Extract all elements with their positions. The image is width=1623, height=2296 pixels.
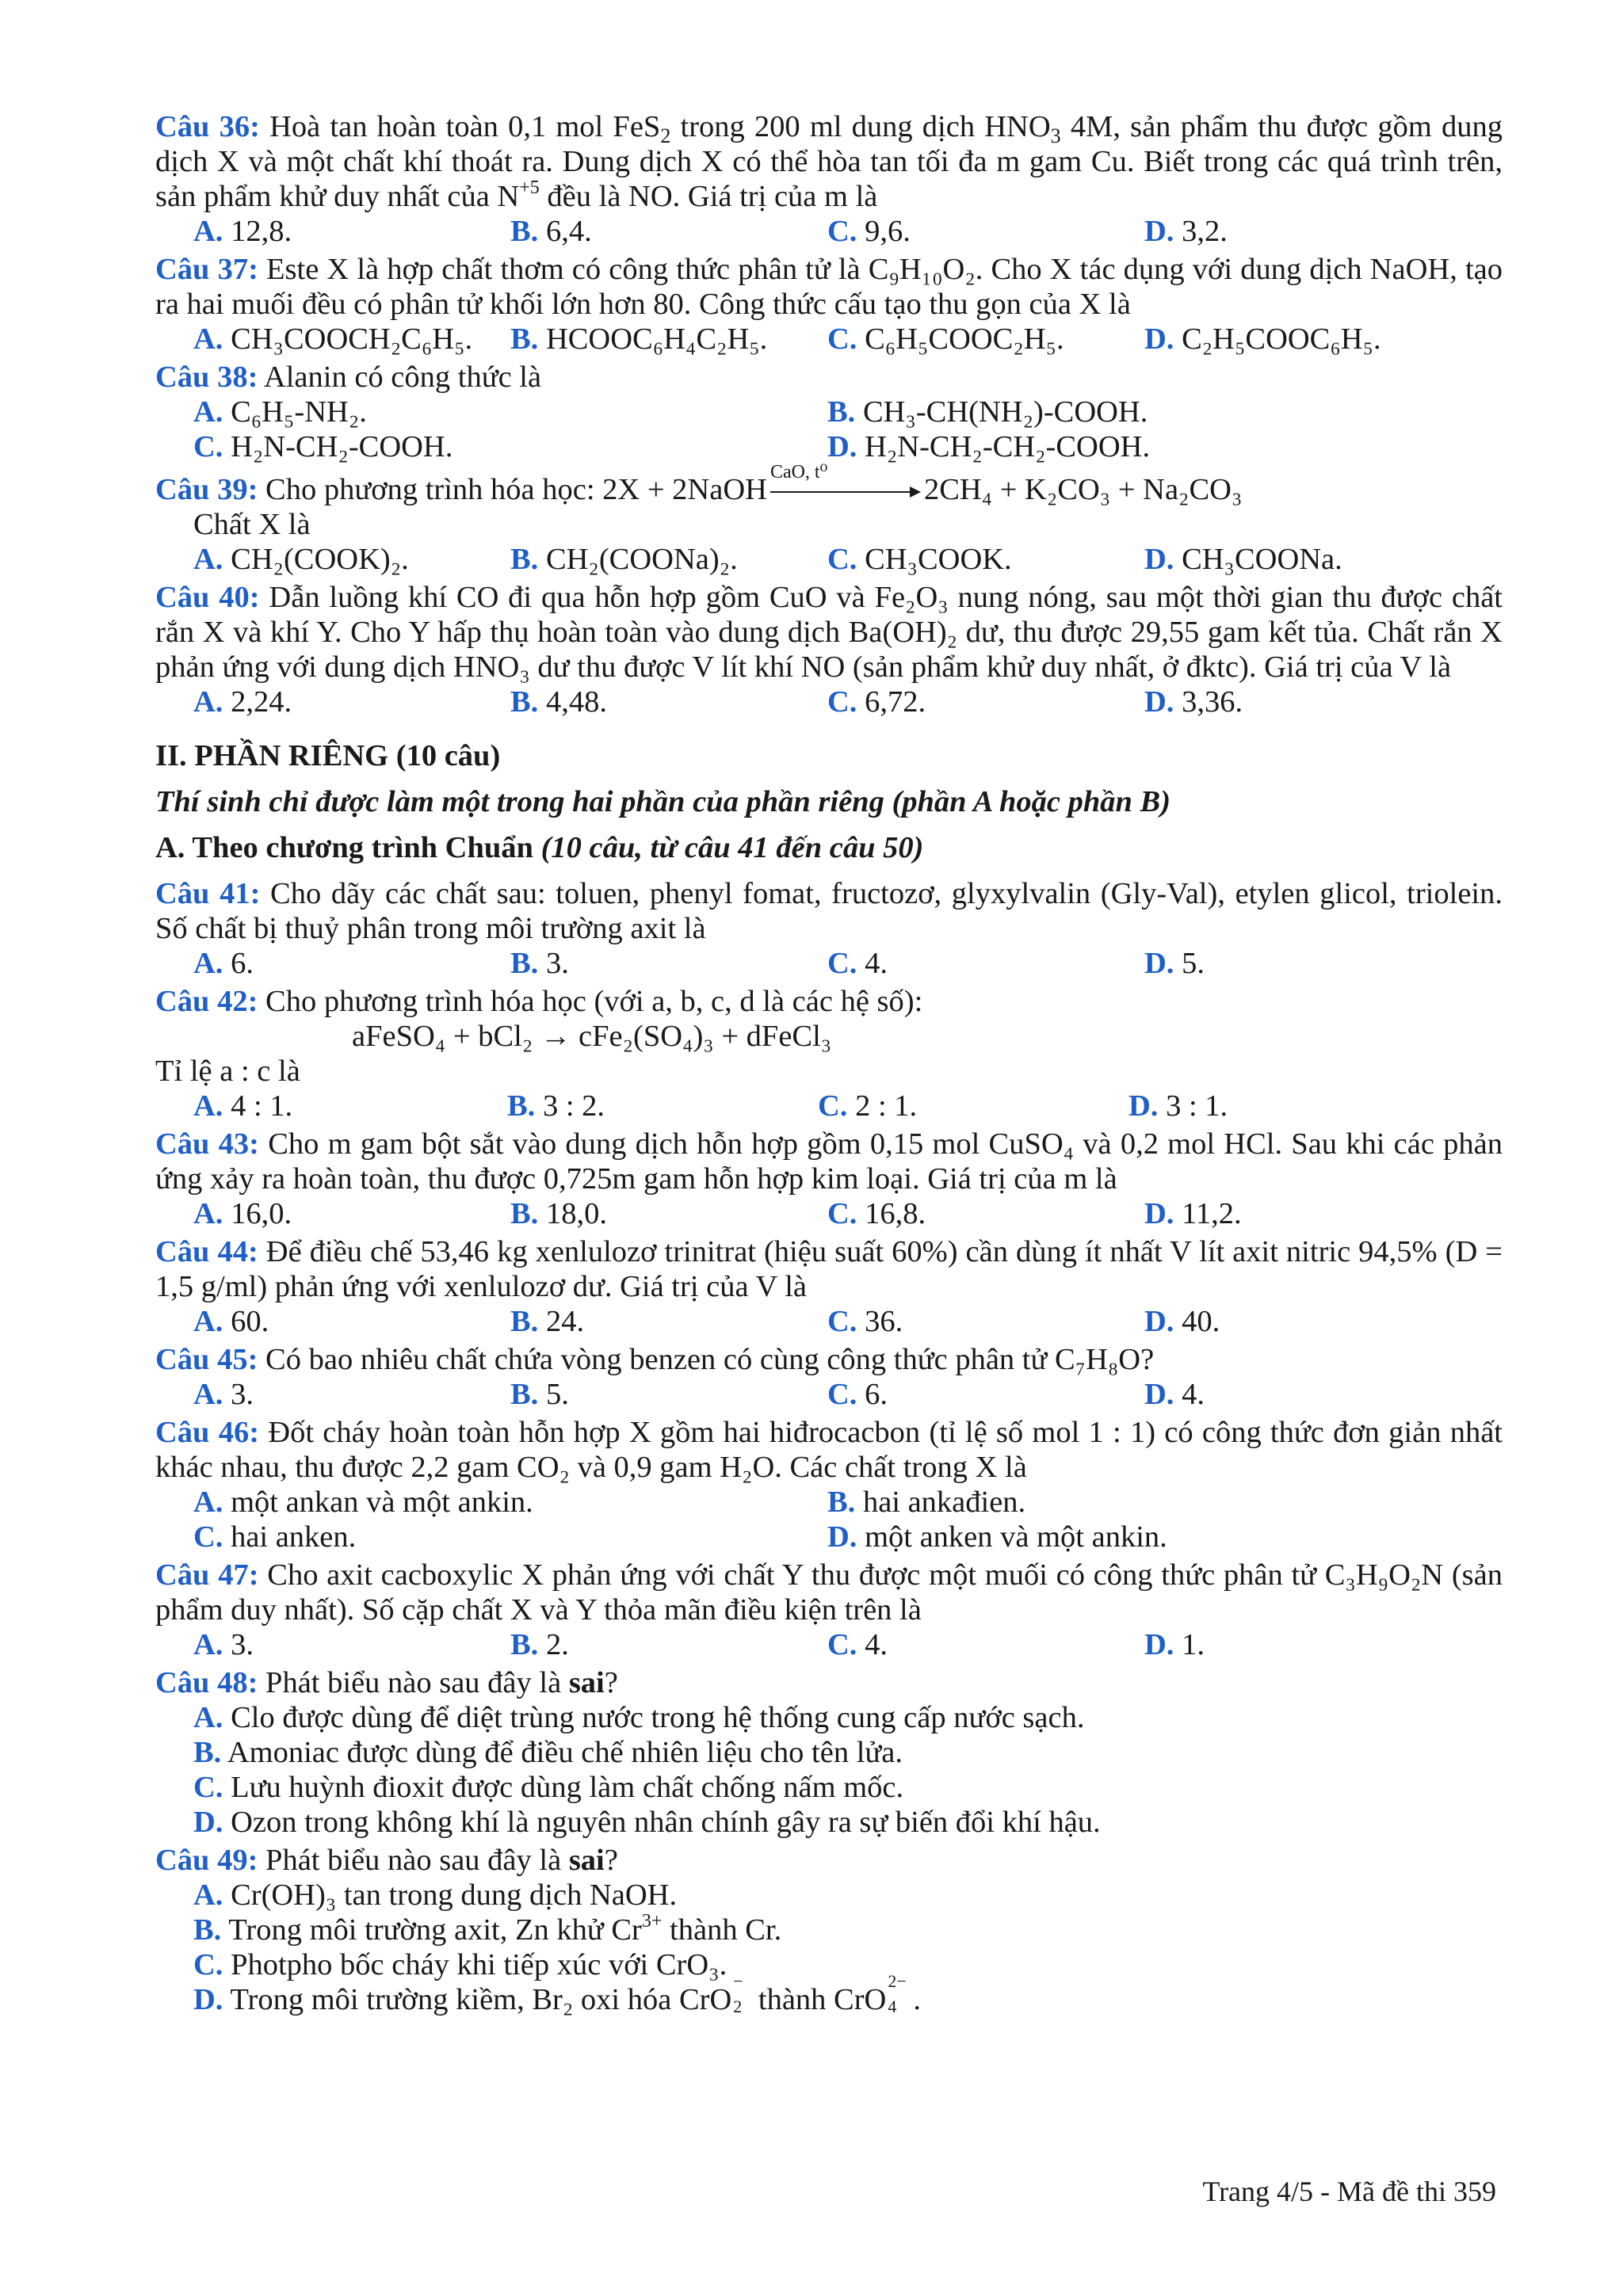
option-label: D.: [827, 430, 857, 463]
option-text: 3 : 2.: [542, 1089, 605, 1123]
question-48: [155, 1665, 1503, 1840]
question-text: trong 200 ml dung dịch HNO: [670, 110, 1051, 143]
option-label: D.: [1144, 1628, 1174, 1661]
option-d[interactable]: [1144, 322, 1461, 357]
question-text: Cho m gam bột sắt vào dung dịch hỗn hợp gồm 0,15 mol CuSO₄ và 0,2 mol HCl. Sau khi các phản ứng xảy ra hoàn toàn, thu được 0,725m gam hỗn hợp kim loại. Giá trị của m là: [155, 1127, 1503, 1196]
option-text: CH₃COONa.: [1182, 543, 1342, 576]
question-36-options: [155, 214, 1503, 249]
question-47: [155, 1558, 1503, 1662]
option-label: C.: [827, 215, 857, 248]
option-label: C.: [193, 1771, 223, 1804]
question-text: Để điều chế 53,46 kg xenlulozơ trinitrat (hiệu suất 60%) cần dùng ít nhất V lít axit nitric 94,5% (D = 1,5 g/ml) phản ứng với xenlulozơ dư. Giá trị của V là: [155, 1235, 1503, 1303]
option-c[interactable]: [827, 685, 1144, 719]
question-text: ?: [604, 1666, 618, 1699]
option-label: A.: [193, 1197, 223, 1230]
question-text: Alanin có công thức là: [258, 360, 542, 394]
question-36: [155, 109, 1503, 249]
option-text: 4.: [1182, 1378, 1205, 1411]
question-38: [155, 360, 1503, 464]
option-a[interactable]: [193, 1089, 507, 1123]
option-label: D.: [1144, 543, 1174, 576]
question-44-title: Câu 44:: [155, 1235, 258, 1268]
option-label: C.: [827, 322, 857, 356]
question-46-options-row1: [155, 1485, 1503, 1520]
option-text: 3.: [231, 1378, 254, 1411]
option-c[interactable]: [827, 1196, 1144, 1231]
option-text: 6,4.: [545, 215, 592, 248]
option-label: B.: [510, 1378, 539, 1411]
option-label: A.: [193, 685, 223, 719]
option-text: 60.: [231, 1305, 269, 1338]
option-label: C.: [193, 1520, 223, 1554]
option-c[interactable]: [827, 542, 1144, 577]
option-text: CH₂(COOK)₂.: [231, 543, 409, 576]
question-41-options: [155, 946, 1503, 981]
option-a[interactable]: [155, 1700, 1503, 1735]
option-text: 16,8.: [865, 1197, 926, 1230]
question-37-title: Câu 37:: [155, 253, 258, 286]
question-49-stem: [155, 1843, 1503, 1878]
option-text: C₂H₅COOC₆H₅.: [1182, 322, 1381, 356]
question-36-title: Câu 36:: [155, 110, 260, 143]
question-38-title: Câu 38:: [155, 360, 258, 394]
emphasis-word: sai: [568, 1666, 605, 1699]
option-label: D.: [1128, 1089, 1159, 1123]
question-text: Phát biểu nào sau đây là: [258, 1844, 569, 1877]
option-text: 2 : 1.: [855, 1089, 918, 1123]
emphasis-word: sai: [568, 1844, 605, 1877]
option-c[interactable]: [818, 1089, 1128, 1123]
option-c[interactable]: [827, 1304, 1144, 1339]
option-text: thành Cr.: [662, 1913, 782, 1947]
question-44-stem: [155, 1234, 1503, 1304]
option-b[interactable]: [510, 685, 827, 719]
reaction-arrow-icon: [769, 462, 921, 502]
nitrogen-symbol: N: [497, 180, 520, 213]
option-text: H₂N-CH₂-CH₂-COOH.: [865, 430, 1151, 463]
option-text: Amoniac được dùng để điều chế nhiên liệu cho tên lửa.: [227, 1736, 903, 1769]
option-c[interactable]: [827, 1377, 1144, 1412]
question-45-title: Câu 45:: [155, 1343, 258, 1376]
option-text: 36.: [865, 1305, 903, 1338]
option-d[interactable]: [827, 429, 1461, 464]
option-label: A.: [193, 1378, 223, 1411]
question-40-stem: [155, 580, 1503, 685]
option-c[interactable]: [193, 429, 827, 464]
option-text: Cr(OH)₃ tan trong dung dịch NaOH.: [231, 1878, 678, 1912]
question-38-stem: [155, 360, 1503, 395]
option-text: Photpho bốc cháy khi tiếp xúc với CrO₃.: [231, 1948, 727, 1981]
option-d[interactable]: [1144, 946, 1461, 981]
option-label: D.: [827, 1520, 857, 1554]
option-label: B.: [510, 685, 539, 719]
question-46-stem: [155, 1415, 1503, 1485]
option-text: 5.: [1182, 947, 1205, 980]
option-text: 40.: [1182, 1305, 1220, 1338]
option-d[interactable]: [1144, 1377, 1461, 1412]
option-text: một ankan và một ankin.: [231, 1486, 533, 1519]
option-d[interactable]: [1144, 1627, 1461, 1662]
question-42-title: Câu 42:: [155, 985, 258, 1018]
option-b[interactable]: [510, 1627, 827, 1662]
option-b[interactable]: [827, 395, 1461, 429]
option-b[interactable]: [510, 1377, 827, 1412]
option-label: D.: [1144, 685, 1174, 719]
option-label: A.: [193, 1878, 223, 1912]
option-c[interactable]: [827, 214, 1144, 249]
option-text: Lưu huỳnh đioxit được dùng làm chất chống nấm mốc.: [231, 1771, 904, 1804]
question-39-line2: Chất X là: [193, 508, 311, 541]
question-text: Cho axit cacboxylic X phản ứng với chất Y thu được một muối có công thức phân tử C₃H₉O₂N (sản phẩm duy nhất). Số cặp chất X và Y thỏa mãn điều kiện trên là: [155, 1558, 1503, 1627]
question-48-title: Câu 48:: [155, 1666, 258, 1699]
question-39: [155, 462, 1503, 577]
question-49: [155, 1843, 1503, 2017]
question-45: [155, 1342, 1503, 1412]
question-43: [155, 1127, 1503, 1231]
question-text: Hoà tan hoàn toàn 0,1 mol FeS: [259, 110, 661, 143]
option-text: hai anken.: [231, 1520, 357, 1554]
question-37-options: [155, 322, 1503, 357]
option-c[interactable]: [155, 1947, 1503, 1982]
option-label: A.: [193, 215, 223, 248]
exam-page: [155, 109, 1503, 2020]
option-a[interactable]: [193, 685, 510, 719]
option-label: B.: [193, 1913, 222, 1947]
option-label: B.: [193, 1736, 222, 1769]
question-text: Cho dãy các chất sau: toluen, phenyl fomat, fructozơ, glyxylvalin (Gly-Val), etylen glicol, triolein. Số chất bị thuỷ phân trong môi trường axit là: [155, 877, 1503, 945]
option-label: A.: [193, 1486, 223, 1519]
option-label: A.: [193, 1089, 223, 1123]
option-a[interactable]: [193, 1485, 827, 1520]
option-label: A.: [193, 543, 223, 576]
option-label: B.: [510, 1305, 539, 1338]
option-text: 6.: [231, 947, 254, 980]
option-text: 5.: [545, 1378, 569, 1411]
option-label: B.: [510, 1197, 539, 1230]
question-text: Đốt cháy hoàn toàn hỗn hợp X gồm hai hiđrocacbon (tỉ lệ số mol 1 : 1) có công thức đơn giản nhất khác nhau, thu được 2,2 gam CO₂ và 0,9 gam H₂O. Các chất trong X là: [155, 1416, 1503, 1484]
option-label: D.: [1144, 1197, 1174, 1230]
option-c[interactable]: [193, 1520, 827, 1554]
ion-charge: −: [733, 1971, 743, 1991]
question-42-stem: [155, 984, 1503, 1019]
option-c[interactable]: [827, 322, 1144, 357]
option-label: B.: [510, 322, 539, 356]
question-42-equation: aFeSO₄ + bCl₂ → cFe₂(SO₄)₃ + dFeCl₃: [352, 1020, 832, 1053]
option-a[interactable]: [193, 395, 827, 429]
question-39-title: Câu 39:: [155, 473, 258, 506]
option-d[interactable]: [1128, 1089, 1445, 1123]
part-a-title: [155, 830, 1503, 865]
question-43-title: Câu 43:: [155, 1127, 259, 1161]
option-text: CH₂(COONa)₂.: [545, 543, 738, 576]
option-label: B.: [827, 1486, 856, 1519]
section-title: II. PHẦN RIÊNG (10 câu): [155, 739, 501, 772]
option-text: CH₃COOK.: [865, 543, 1012, 576]
option-text: Trong môi trường axit, Zn khử Cr: [228, 1913, 642, 1947]
option-text: C₆H₅COOC₂H₅.: [865, 322, 1064, 356]
option-a[interactable]: [193, 1627, 510, 1662]
reaction-condition: CaO, t⁰: [769, 462, 828, 483]
option-b[interactable]: [510, 1196, 827, 1231]
question-text: Có bao nhiêu chất chứa vòng benzen có cùng công thức phân tử C₇H₈O?: [258, 1343, 1155, 1376]
option-text: 24.: [545, 1305, 585, 1338]
ion-charge: 3+: [641, 1911, 663, 1932]
question-36-stem: Câu 36: Hoà tan hoàn toàn 0,1 mol FeS$_2$ trong 200 ml dung dịch $HNO_3$ 4M, sản phẩm thu được gồm dung dịch X và một chất khí thoát ra. Dung dịch X có thể hòa tan tối đa m gam Cu. Biết trong các quá trình trên, sản phẩm khử duy nhất của $N^{+5}$ đều là NO. Giá trị của m là: [155, 110, 1503, 213]
option-text: 3.: [231, 1628, 254, 1661]
option-c[interactable]: [827, 946, 1144, 981]
ion-subscript: 2: [733, 1997, 743, 2016]
option-label: D.: [1144, 1305, 1174, 1338]
option-label: D.: [1144, 215, 1174, 248]
option-label: C.: [827, 1378, 857, 1411]
question-40-options: [155, 685, 1503, 719]
question-47-options: [155, 1627, 1503, 1662]
option-text: H₂N-CH₂-COOH.: [231, 430, 453, 463]
option-b[interactable]: [510, 1304, 827, 1339]
ion-subscript: 4: [888, 1997, 897, 2016]
option-label: B.: [827, 395, 856, 429]
question-text: Este X là hợp chất thơm có công thức phân tử là C₉H₁₀O₂. Cho X tác dụng với dung dịch NaOH, tạo ra hai muối đều có phân tử khối lớn hơn 80. Công thức cấu tạo thu gọn của X là: [155, 253, 1503, 321]
option-text: hai ankađien.: [862, 1486, 1026, 1519]
option-b[interactable]: [510, 322, 827, 357]
option-text: 11,2.: [1182, 1197, 1242, 1230]
question-41: [155, 876, 1503, 981]
option-label: A.: [193, 395, 223, 429]
option-text: một anken và một ankin.: [865, 1520, 1167, 1554]
question-45-stem: [155, 1342, 1503, 1377]
ion-subscript-superscript: [886, 1971, 913, 2016]
question-46-title: Câu 46:: [155, 1416, 260, 1449]
question-text: đều là NO. Giá trị của m là: [539, 180, 878, 213]
option-label: A.: [193, 1628, 223, 1661]
question-47-title: Câu 47:: [155, 1558, 259, 1592]
option-label: C.: [818, 1089, 848, 1123]
question-text: Phát biểu nào sau đây là: [258, 1666, 569, 1699]
option-text: 2,24.: [231, 685, 292, 719]
option-b[interactable]: [510, 214, 827, 249]
option-text: 9,6.: [865, 215, 911, 248]
question-49-title: Câu 49:: [155, 1844, 258, 1877]
option-b[interactable]: [827, 1485, 1461, 1520]
option-label: B.: [507, 1089, 536, 1123]
option-text: 1.: [1182, 1628, 1205, 1661]
chromite-ion: CrO: [678, 1983, 732, 2016]
option-label: D.: [1144, 1378, 1174, 1411]
question-48-stem: [155, 1665, 1503, 1700]
option-d[interactable]: [155, 1971, 1503, 2017]
option-text: 16,0.: [231, 1197, 292, 1230]
question-39-stem: [155, 462, 1503, 507]
option-b[interactable]: [507, 1089, 818, 1123]
option-text: CH₃COOCH₂C₆H₅.: [231, 322, 473, 356]
option-text: thành: [750, 1983, 834, 2016]
reaction-products: 2CH₄ + K₂CO₃ + Na₂CO₃: [923, 473, 1243, 506]
question-38-options-row2: [155, 429, 1503, 464]
option-label: D.: [1144, 322, 1174, 356]
ion-subscript-superscript: [731, 1971, 750, 2016]
option-b[interactable]: [510, 946, 827, 981]
option-c[interactable]: [155, 1770, 1503, 1805]
option-text: 3,36.: [1182, 685, 1243, 719]
option-label: D.: [193, 1806, 223, 1839]
option-label: B.: [510, 1628, 539, 1661]
option-text: 12,8.: [231, 215, 292, 248]
option-label: D.: [193, 1983, 223, 2016]
option-text: Trong môi trường kiềm, Br₂ oxi hóa: [230, 1983, 679, 2016]
option-a[interactable]: [193, 214, 510, 249]
question-37-stem: [155, 252, 1503, 322]
question-46: [155, 1415, 1503, 1554]
option-a[interactable]: [193, 1377, 510, 1412]
option-label: C.: [827, 947, 857, 980]
question-45-options: [155, 1377, 1503, 1412]
option-d[interactable]: [827, 1520, 1461, 1554]
option-label: C.: [827, 1197, 857, 1230]
option-label: C.: [827, 1628, 857, 1661]
option-text: 4.: [865, 1628, 888, 1661]
option-label: C.: [827, 685, 857, 719]
option-d[interactable]: [1144, 214, 1461, 249]
chromate-ion: CrO: [834, 1983, 887, 2016]
option-label: A.: [193, 322, 223, 356]
option-label: C.: [193, 430, 223, 463]
question-42-line3: Tỉ lệ a : c là: [155, 1055, 300, 1088]
option-text: 2.: [545, 1628, 569, 1661]
question-40: [155, 580, 1503, 719]
option-a[interactable]: [193, 946, 510, 981]
option-label: A.: [193, 947, 223, 980]
option-d[interactable]: [155, 1805, 1503, 1840]
option-text: 3.: [545, 947, 569, 980]
question-39-options: [155, 542, 1503, 577]
oxidation-state: +5: [519, 177, 540, 198]
option-b[interactable]: [510, 542, 827, 577]
option-label: B.: [510, 947, 539, 980]
option-label: B.: [510, 543, 539, 576]
option-text: 4 : 1.: [231, 1089, 293, 1123]
question-text: ?: [604, 1844, 618, 1877]
option-text: HCOOC₆H₄C₂H₅.: [545, 322, 768, 356]
option-text: CH₃-CH(NH₂)-COOH.: [862, 395, 1148, 429]
option-label: D.: [1144, 947, 1174, 980]
option-label: B.: [510, 215, 539, 248]
question-46-options-row2: [155, 1520, 1503, 1554]
question-42: [155, 984, 1503, 1123]
question-43-stem: [155, 1127, 1503, 1196]
option-d[interactable]: [1144, 1304, 1461, 1339]
option-text: C₆H₅-NH₂.: [231, 395, 367, 429]
option-text: Clo được dùng để diệt trùng nước trong hệ thống cung cấp nước sạch.: [231, 1701, 1085, 1734]
option-text: .: [913, 1983, 921, 2016]
option-label: C.: [827, 543, 857, 576]
option-d[interactable]: [1144, 542, 1461, 577]
question-text: Cho phương trình hóa học (với a, b, c, d là các hệ số):: [258, 985, 923, 1018]
question-text: Dẫn luồng khí CO đi qua hỗn hợp gồm CuO và Fe₂O₃ nung nóng, sau một thời gian thu được chất rắn X và khí Y. Cho Y hấp thụ hoàn toàn vào dung dịch Ba(OH)₂ dư, thu được 29,55 gam kết tủa. Chất rắn X phản ứng với dung dịch HNO₃ dư thu được V lít khí NO (sản phẩm khử duy nhất, ở đktc). Giá trị của V là: [155, 581, 1503, 684]
question-40-title: Câu 40:: [155, 581, 260, 614]
option-b[interactable]: [155, 1913, 1503, 1947]
option-text: 3 : 1.: [1166, 1089, 1228, 1123]
question-37: [155, 252, 1503, 357]
option-text: 3,2.: [1182, 215, 1228, 248]
question-47-stem: [155, 1558, 1503, 1627]
question-43-options: [155, 1196, 1503, 1231]
question-42-options: [155, 1089, 1503, 1123]
question-text: 4M, sản phẩm thu được gồm dung dịch X và một chất khí thoát ra. Dung dịch X có thể hòa tan tối đa m gam Cu. Biết trong các quá trình trên, sản phẩm khử duy nhất của: [155, 110, 1503, 213]
option-text: 18,0.: [545, 1197, 607, 1230]
option-text: 6,72.: [865, 685, 926, 719]
question-text: Cho phương trình hóa học: 2X + 2NaOH: [258, 473, 767, 506]
option-label: C.: [827, 1305, 857, 1338]
part-a-label: A. Theo chương trình Chuẩn: [155, 831, 541, 864]
option-text: 6.: [865, 1378, 888, 1411]
option-a[interactable]: [193, 322, 510, 357]
option-text: Ozon trong không khí là nguyên nhân chính gây ra sự biến đổi khí hậu.: [231, 1806, 1101, 1839]
question-44-options: [155, 1304, 1503, 1339]
option-a[interactable]: [193, 542, 510, 577]
section-note: Thí sinh chỉ được làm một trong hai phần của phần riêng (phần A hoặc phần B): [155, 785, 1171, 818]
question-41-stem: [155, 876, 1503, 946]
option-text: 4,48.: [545, 685, 607, 719]
option-c[interactable]: [827, 1627, 1144, 1662]
option-label: A.: [193, 1305, 223, 1338]
option-a[interactable]: [193, 1196, 510, 1231]
option-a[interactable]: [155, 1878, 1503, 1913]
option-text: 4.: [865, 947, 888, 980]
question-38-options-row1: [155, 395, 1503, 429]
option-d[interactable]: [1144, 685, 1461, 719]
option-b[interactable]: [155, 1735, 1503, 1770]
question-44: [155, 1234, 1503, 1339]
page-footer: Trang 4/5 - Mã đề thi 359: [1202, 2176, 1496, 2207]
option-label: C.: [193, 1948, 223, 1981]
option-label: A.: [193, 1701, 223, 1734]
part-a-note: (10 câu, từ câu 41 đến câu 50): [540, 831, 924, 864]
question-41-title: Câu 41:: [155, 877, 261, 910]
option-d[interactable]: [1144, 1196, 1461, 1231]
option-a[interactable]: [193, 1304, 510, 1339]
ion-charge: 2−: [888, 1971, 907, 1991]
